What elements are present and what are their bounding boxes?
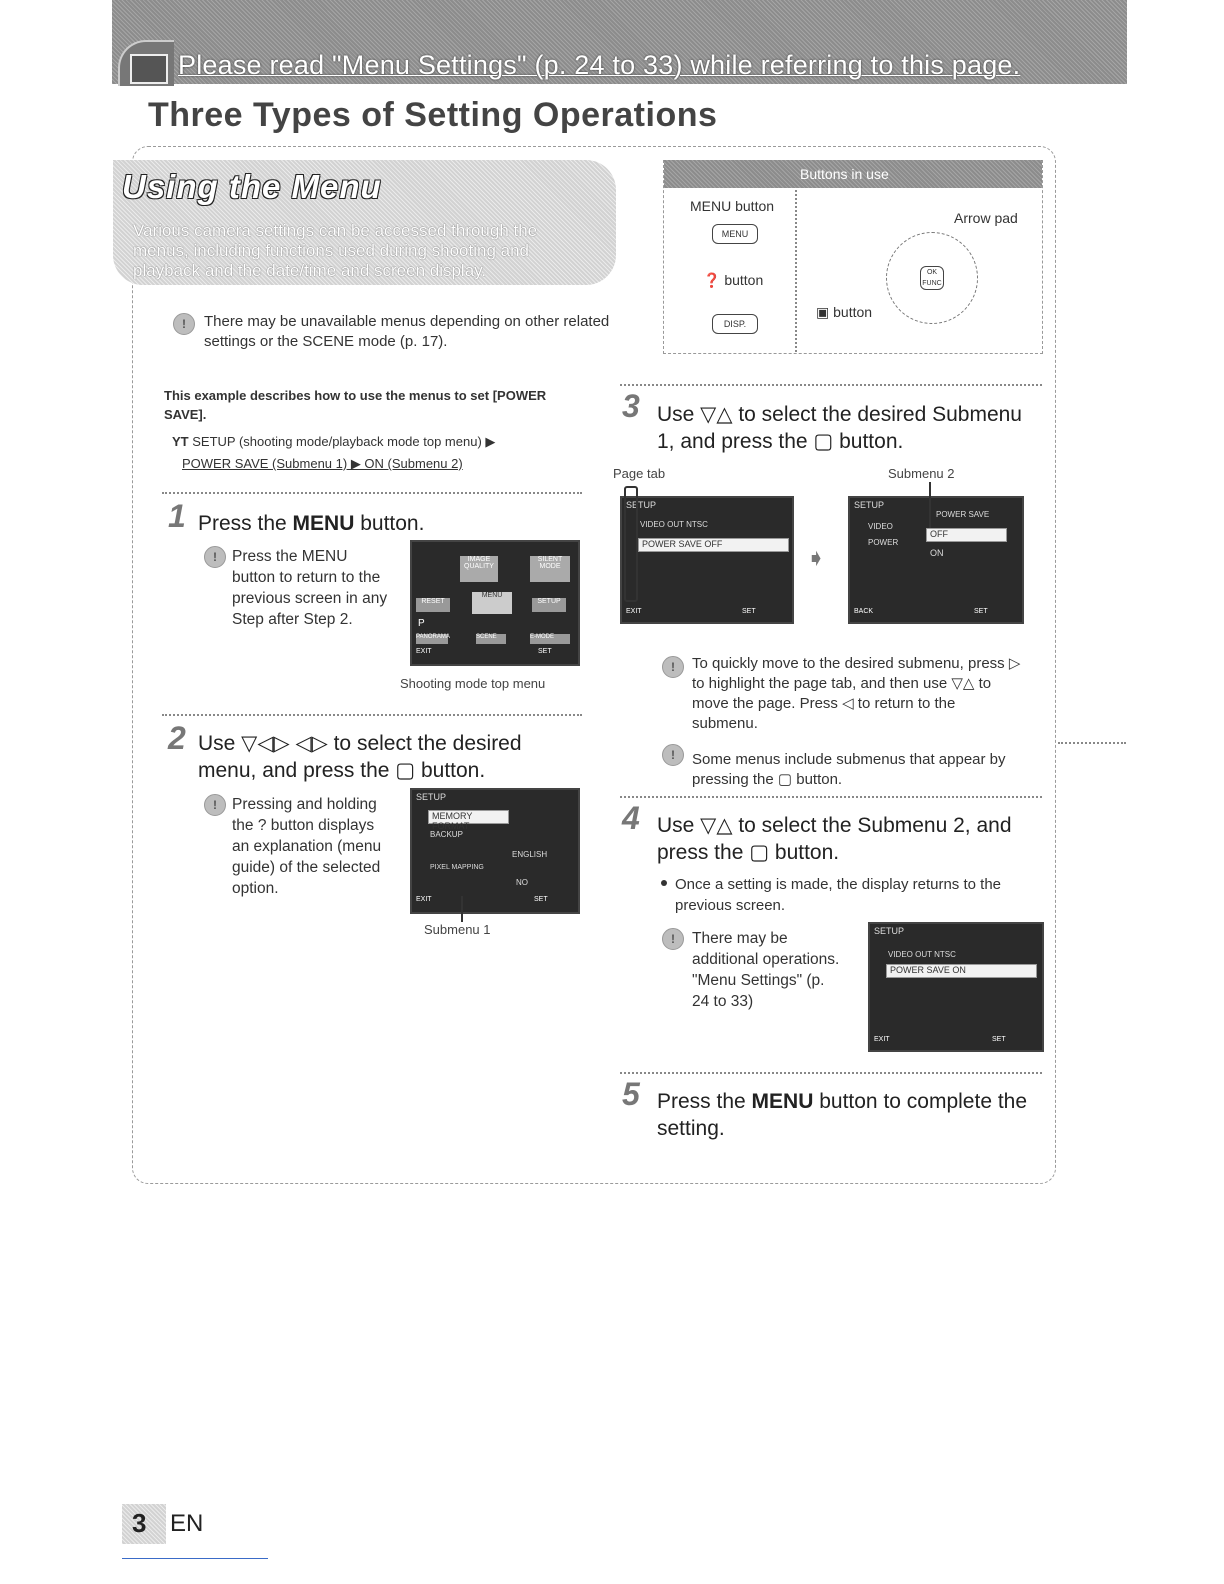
disp-key: DISP. bbox=[712, 314, 758, 334]
book-icon bbox=[118, 40, 174, 86]
screen-title: SETUP bbox=[874, 926, 905, 936]
note-icon: ! bbox=[204, 546, 226, 568]
setting-row: VIDEO bbox=[868, 522, 893, 531]
step-3-note-1: To quickly move to the desired submenu, press ▷ to highlight the page tab, and then use ▽△ to move the page. Press ◁ to return to the submenu. bbox=[692, 655, 1021, 732]
screen-exit: EXIT bbox=[416, 896, 432, 903]
divider bbox=[162, 714, 582, 716]
step-5-number: 5 bbox=[622, 1076, 640, 1112]
step-3-note-2: Some menus include submenus that appear by pressing the ▢ button. bbox=[692, 751, 1006, 788]
screen-submenu-1 bbox=[410, 788, 580, 914]
top-menu-item: SETUP bbox=[532, 598, 566, 612]
note-unavailable: There may be unavailable menus depending on other related settings or the SCENE mode (p. 17). bbox=[204, 313, 610, 350]
buttons-in-use-title: Buttons in use bbox=[800, 166, 889, 182]
page-title: Three Types of Setting Operations bbox=[148, 96, 718, 134]
screen-step3-left bbox=[620, 496, 794, 624]
footer-rule bbox=[122, 1558, 268, 1559]
top-menu-item: SILENT MODE bbox=[530, 556, 570, 582]
language-label: EN bbox=[170, 1510, 204, 1537]
submenu-row: MEMORY FORMAT bbox=[428, 810, 509, 824]
screen-subtitle: POWER SAVE bbox=[936, 510, 990, 519]
screen-title: SETUP bbox=[854, 500, 885, 510]
divider bbox=[620, 1072, 1042, 1074]
example-intro: This example describes how to use the menus to set [POWER SAVE]. bbox=[164, 388, 547, 422]
step-4-note: There may be additional operations. "Menu Settings" (p. 24 to 33) bbox=[692, 930, 840, 1010]
menu-path-line2: POWER SAVE (Submenu 1) ▶ ON (Submenu 2) bbox=[182, 456, 463, 471]
screen-back: BACK bbox=[854, 608, 874, 615]
section-description: Various camera settings can be accessed through the menus, including functions used during shooting and playback and the date/time and screen display. bbox=[133, 221, 538, 280]
step-4-text: Use ▽△ to select the Submenu 2, and press the ▢ button. bbox=[657, 814, 1012, 864]
screen-exit: EXIT bbox=[626, 608, 642, 615]
bullet-icon bbox=[661, 880, 667, 886]
note-icon: ! bbox=[204, 794, 226, 816]
screen-top-menu bbox=[410, 540, 580, 666]
step-1-text: Press the MENU button. bbox=[198, 512, 425, 535]
screen-title: SETUP bbox=[416, 792, 447, 802]
ok-icon: ▣ bbox=[816, 304, 830, 320]
setting-row: POWER SAVE ON bbox=[886, 964, 1037, 978]
top-menu-item: MENU bbox=[472, 592, 512, 614]
info-button-label: ❓ button bbox=[703, 272, 764, 288]
caption-top-menu: Shooting mode top menu bbox=[400, 676, 546, 691]
submenu-row: ENGLISH bbox=[512, 850, 548, 859]
screen-set: SET bbox=[534, 896, 548, 903]
setting-row: POWER bbox=[868, 538, 899, 547]
step-4-number: 4 bbox=[622, 800, 640, 836]
page-tab-highlight bbox=[624, 486, 638, 602]
screen-set: SET bbox=[974, 608, 988, 615]
note-icon: ! bbox=[662, 744, 684, 766]
screen-set: SET bbox=[742, 608, 756, 615]
divider bbox=[162, 492, 582, 494]
top-menu-item: P bbox=[418, 618, 425, 629]
step-4-bullet: Once a setting is made, the display returns to the previous screen. bbox=[675, 876, 1002, 914]
option-row: ON bbox=[930, 548, 944, 558]
screen-step3-right bbox=[848, 496, 1024, 624]
step-3-number: 3 bbox=[622, 388, 640, 424]
label-page-tab: Page tab bbox=[613, 466, 666, 481]
divider bbox=[620, 384, 1042, 386]
option-row: OFF bbox=[926, 528, 1007, 542]
submenu-row: NO bbox=[516, 878, 528, 887]
banner-text: Please read "Menu Settings" (p. 24 to 33) while referring to this page. bbox=[178, 50, 1021, 80]
screen-set: SET bbox=[992, 1036, 1006, 1043]
ok-button-label: ▣ button bbox=[816, 304, 873, 320]
step-1-number: 1 bbox=[168, 498, 186, 534]
screen-exit: EXIT bbox=[416, 648, 432, 655]
callout-line bbox=[929, 482, 931, 528]
menu-button-label: MENU button bbox=[690, 198, 775, 214]
arrow-pad-label: Arrow pad bbox=[954, 210, 1018, 226]
top-menu-item: RESET bbox=[416, 598, 450, 612]
submenu-row: PIXEL MAPPING bbox=[430, 864, 484, 871]
step-5-text: Press the MENU button to complete the setting. bbox=[657, 1090, 1028, 1140]
note-icon: ! bbox=[662, 928, 684, 950]
top-menu-item: E-MODE bbox=[530, 634, 570, 644]
info-icon: ❓ bbox=[703, 272, 721, 288]
callout-line bbox=[461, 896, 463, 922]
page-number: 3 bbox=[132, 1508, 147, 1538]
ok-func-key: OK FUNC bbox=[920, 266, 944, 290]
step-2-number: 2 bbox=[168, 720, 186, 756]
setting-row: VIDEO OUT NTSC bbox=[640, 520, 708, 529]
top-menu-item: PANORAMA bbox=[416, 634, 448, 644]
top-menu-item: IMAGE QUALITY bbox=[460, 556, 498, 582]
step-3-text: Use ▽△ to select the desired Submenu 1, and press the ▢ button. bbox=[657, 403, 1022, 453]
screen-set: SET bbox=[538, 648, 552, 655]
divider bbox=[1058, 742, 1126, 744]
step-2-text: Use ▽◁▷ ◁▷ to select the desired menu, and press the ▢ button. bbox=[198, 732, 522, 782]
setup-icon: YT bbox=[172, 434, 189, 449]
screen-exit: EXIT bbox=[874, 1036, 890, 1043]
arrow-right-icon: ➧ bbox=[806, 545, 827, 572]
screen-step4 bbox=[868, 922, 1044, 1052]
setting-row: VIDEO OUT NTSC bbox=[888, 950, 956, 959]
submenu-row: BACKUP bbox=[430, 830, 463, 839]
setting-row: POWER SAVE OFF bbox=[638, 538, 789, 552]
note-icon: ! bbox=[173, 313, 195, 335]
section-title: Using the Menu bbox=[122, 168, 382, 205]
divider bbox=[795, 190, 797, 352]
step-2-note: Pressing and holding the ? button displays an explanation (menu guide) of the selected option. bbox=[232, 796, 382, 897]
top-menu-item: SCENE bbox=[476, 634, 506, 644]
divider bbox=[620, 796, 1042, 798]
menu-key: MENU bbox=[712, 224, 758, 244]
step-1-note: Press the MENU button to return to the previous screen in any Step after Step 2. bbox=[232, 548, 388, 628]
label-submenu-2: Submenu 2 bbox=[888, 466, 955, 481]
screen-title: SETUP bbox=[626, 500, 657, 510]
menu-path-line1: YT SETUP (shooting mode/playback mode top menu) ▶ bbox=[172, 434, 496, 449]
caption-submenu-1: Submenu 1 bbox=[424, 922, 491, 937]
note-icon: ! bbox=[662, 656, 684, 678]
